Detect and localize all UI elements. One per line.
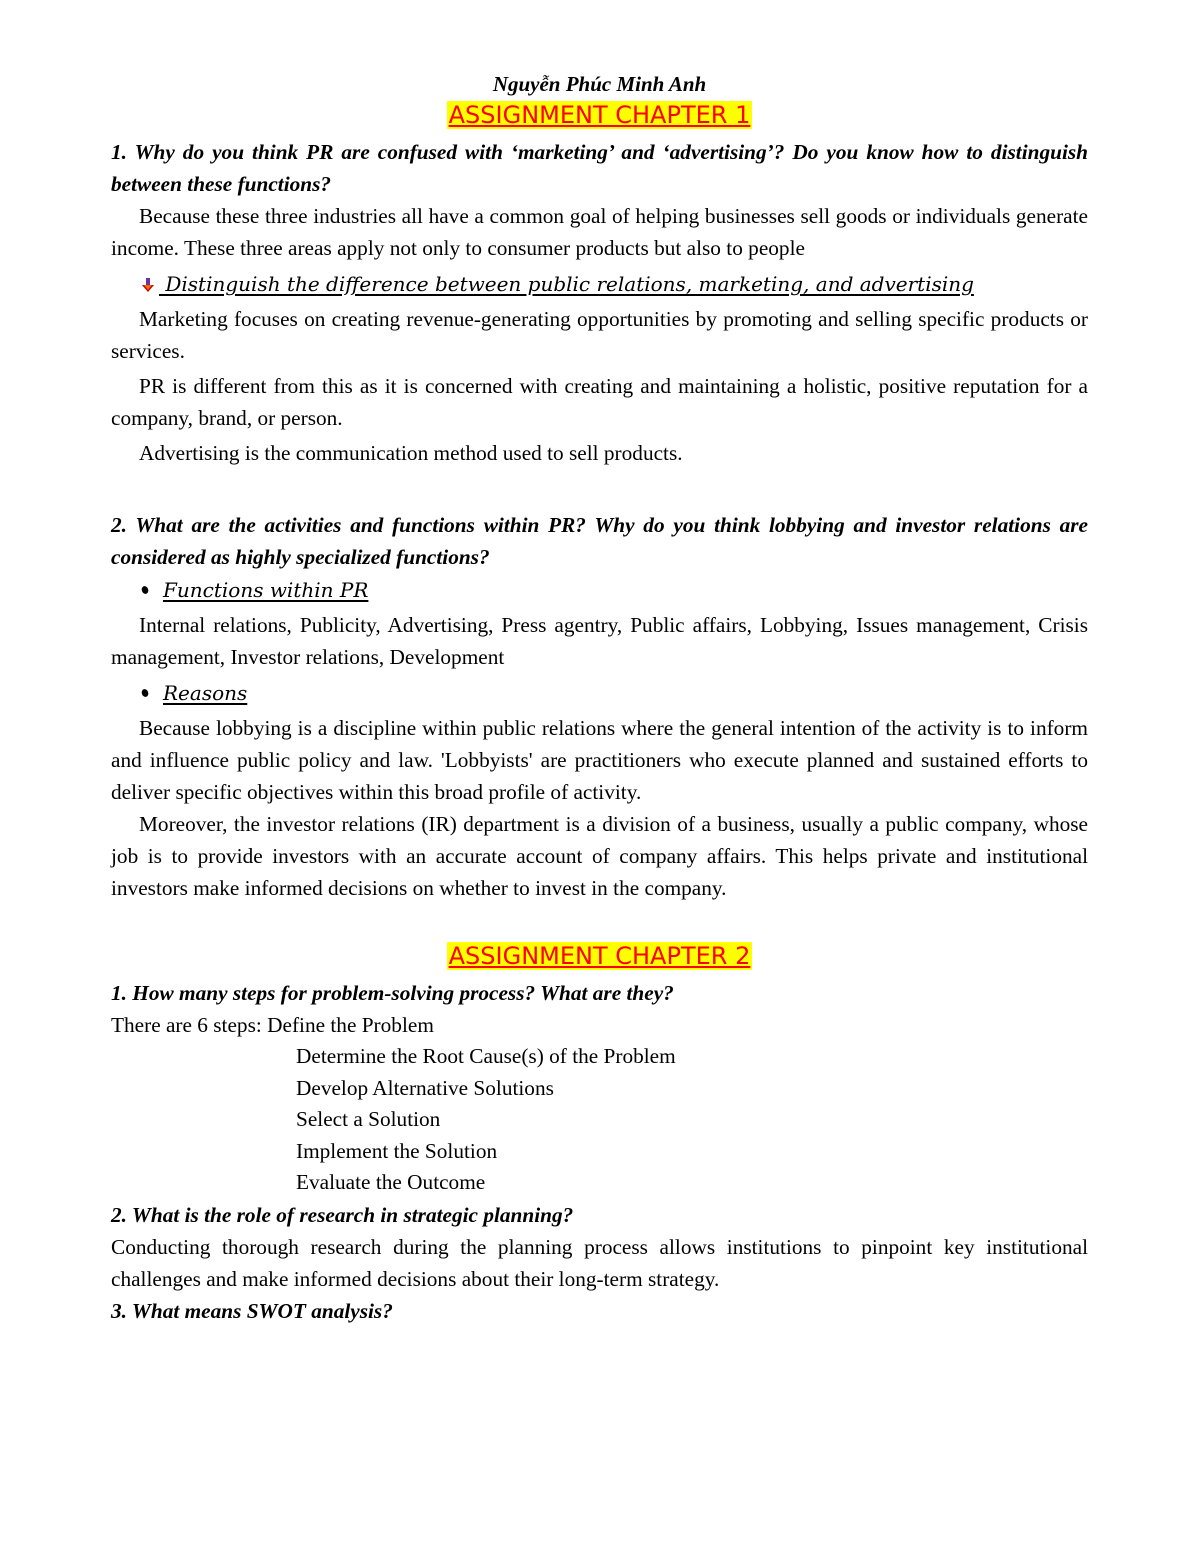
chapter1-question-2: 2. What are the activities and functions within PR? Why do you think lobbying and investor relations are considered as highly specialized functions? (111, 513, 1088, 569)
chapter1-title-text: ASSIGNMENT CHAPTER 1 (448, 101, 751, 129)
chapter1-answer-1: Because these three industries all have a common goal of helping businesses sell goods or individuals generate income. These three areas apply not only to consumer products but also to people (111, 204, 1088, 260)
functions-paragraph: Internal relations, Publicity, Advertising, Press agentry, Public affairs, Lobbying, Issues management, Crisis management, Investor relations, Development (111, 613, 1088, 669)
chapter2-title (111, 939, 1088, 977)
step-item: Select a Solution (296, 1107, 441, 1131)
chapter2-question-2: 2. What is the role of research in strategic planning? (111, 1202, 574, 1227)
chapter1-title (111, 98, 1088, 136)
advertising-paragraph: Advertising is the communication method used to sell products. (139, 441, 683, 465)
steps-intro: There are 6 steps: Define the Problem (111, 1013, 434, 1037)
reasons-subheading-text: Reasons (163, 681, 248, 705)
step-item: Determine the Root Cause(s) of the Problem (296, 1044, 676, 1068)
chapter2-title-text: ASSIGNMENT CHAPTER 2 (448, 942, 751, 970)
reasons-subheading (141, 676, 1088, 710)
dot-icon (141, 585, 150, 595)
lobbying-paragraph: Because lobbying is a discipline within public relations where the general intention of the activity is to inform and influence public policy and law. 'Lobbyists' are practitioners who execute planned and sustained efforts to deliver specific objectives within this broad profile of activity. (111, 716, 1088, 804)
step-item: Develop Alternative Solutions (296, 1075, 554, 1100)
chapter2-question-1: 1. How many steps for problem-solving process? What are they? (111, 981, 674, 1005)
step-item: Implement the Solution (296, 1138, 498, 1163)
chapter2-question-3: 3. What means SWOT analysis? (111, 1298, 393, 1323)
arrow-down-icon (141, 269, 155, 285)
distinguish-subheading-text: Distinguish the difference between public relations, marketing, and advertising (159, 272, 974, 296)
functions-subheading-text: Functions within PR (163, 578, 369, 602)
spacer (111, 907, 1088, 939)
dot-icon (141, 688, 150, 698)
spacer (111, 472, 1088, 509)
research-answer: Conducting thorough research during the planning process allows institutions to pinpoint key institutional challenges and make informed decisions about their long-term strategy. (111, 1234, 1088, 1291)
step-item: Evaluate the Outcome (296, 1170, 486, 1194)
functions-subheading (141, 573, 1088, 607)
author-name: Nguyễn Phúc Minh Anh (492, 72, 707, 96)
distinguish-subheading (141, 267, 1088, 301)
marketing-paragraph: Marketing focuses on creating revenue-generating opportunities by promoting and selling specific products or services. (111, 307, 1088, 363)
chapter1-question-1: 1. Why do you think PR are confused with ‘marketing’ and ‘advertising’? Do you know how to distinguish between these functions? (111, 140, 1088, 196)
investor-relations-paragraph: Moreover, the investor relations (IR) department is a division of a business, usually a public company, whose job is to provide investors with an accurate account of company affairs. This helps private and institutional investors make informed decisions on whether to invest in the company. (111, 812, 1088, 900)
pr-paragraph: PR is different from this as it is concerned with creating and maintaining a holistic, positive reputation for a company, brand, or person. (111, 374, 1088, 430)
